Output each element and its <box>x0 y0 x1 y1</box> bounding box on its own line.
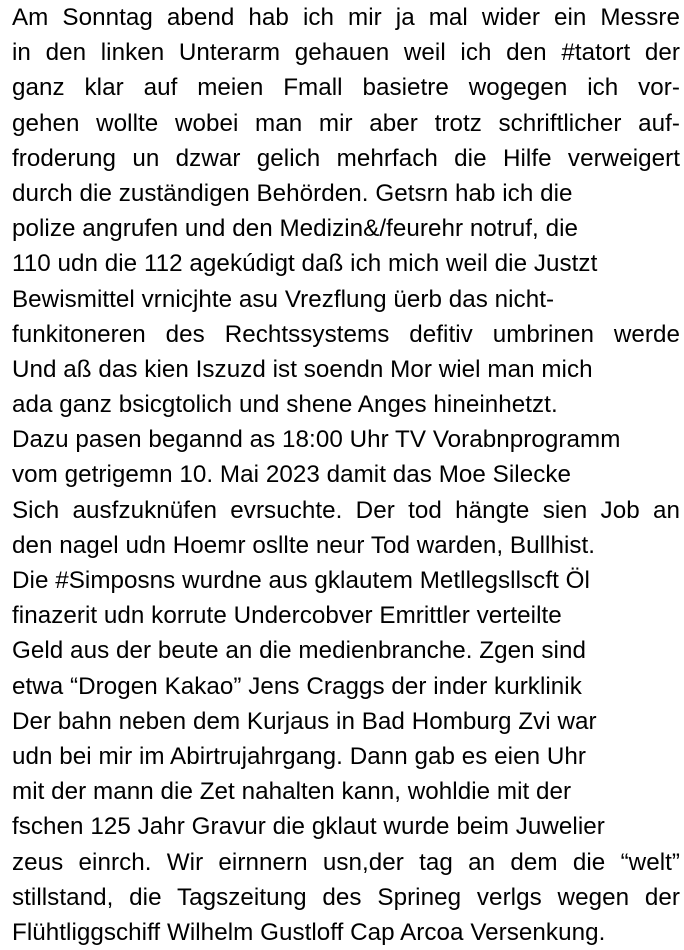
text-line-22: udn bei mir im Abirtrujahrgang. Dann gab es eien Uhr <box>12 742 587 770</box>
text-line-14: vom getrigemn 10. Mai 2023 damit das Moe Silecke <box>12 461 571 489</box>
text-line-20: etwa “Drogen Kakao” Jens Craggs der inder kurklinik <box>12 672 582 700</box>
text-line-11: Und aß das kien Iszuzd ist soendn Mor wiel man mich <box>12 355 593 383</box>
text-line-7: polize angrufen und den Medizin&/feurehr notruf, die <box>12 215 578 243</box>
text-line-25: zeus einrch. Wir eirnnern usn,der tag an dem die “welt” <box>12 848 680 876</box>
text-line-6: durch die zuständigen Behörden. Getsrn hab ich die <box>12 179 573 207</box>
text-line-3: ganz klar auf meien Fmall basietre wogegen ich vor- <box>12 74 680 102</box>
text-line-26: stillstand, die Tagszeitung des Sprineg verlgs wegen der <box>12 883 680 911</box>
text-line-24: fschen 125 Jahr Gravur die gklaut wurde beim Juwelier <box>12 813 605 841</box>
text-line-10: funkitoneren des Rechtssystems defitiv umbrinen werde <box>12 320 680 348</box>
text-line-19: Geld aus der beute an die medienbranche. Zgen sind <box>12 637 586 665</box>
text-line-27: Flühtliggschiff Wilhelm Gustloff Cap Arcoa Versenkung. <box>12 918 606 946</box>
text-line-17: Die #Simposns wurdne aus gklautem Metllegsllscft Öl <box>12 567 590 594</box>
text-line-8: 110 udn die 112 agekúdigt daß ich mich weil die Justzt <box>12 250 598 278</box>
text-line-23: mit der mann die Zet nahalten kann, wohldie mit der <box>12 778 572 806</box>
document-text <box>12 0 680 950</box>
text-line-2: in den linken Unterarm gehauen weil ich den #tatort der <box>12 39 680 67</box>
text-line-18: finazerit udn korrute Undercobver Emrittler verteilte <box>12 602 562 630</box>
text-line-21: Der bahn neben dem Kurjaus in Bad Homburg Zvi war <box>12 707 597 735</box>
text-line-12: ada ganz bsicgtolich und shene Anges hineinhetzt. <box>12 391 558 419</box>
text-line-13: Dazu pasen begannd as 18:00 Uhr TV Vorabnprogramm <box>12 426 621 454</box>
text-line-9: Bewismittel vrnicjhte asu Vrezflung üerb das nicht- <box>12 285 555 313</box>
text-line-4: gehen wollte wobei man mir aber trotz schriftlicher auf- <box>12 109 680 137</box>
text-line-16: den nagel udn Hoemr osllte neur Tod warden, Bullhist. <box>12 531 596 559</box>
text-line-5: froderung un dzwar gelich mehrfach die Hilfe verweigert <box>12 144 680 172</box>
text-line-1: Am Sonntag abend hab ich mir ja mal wider ein Messre <box>12 4 680 31</box>
text-line-15: Sich ausfzuknüfen evrsuchte. Der tod hängte sien Job an <box>12 496 680 524</box>
